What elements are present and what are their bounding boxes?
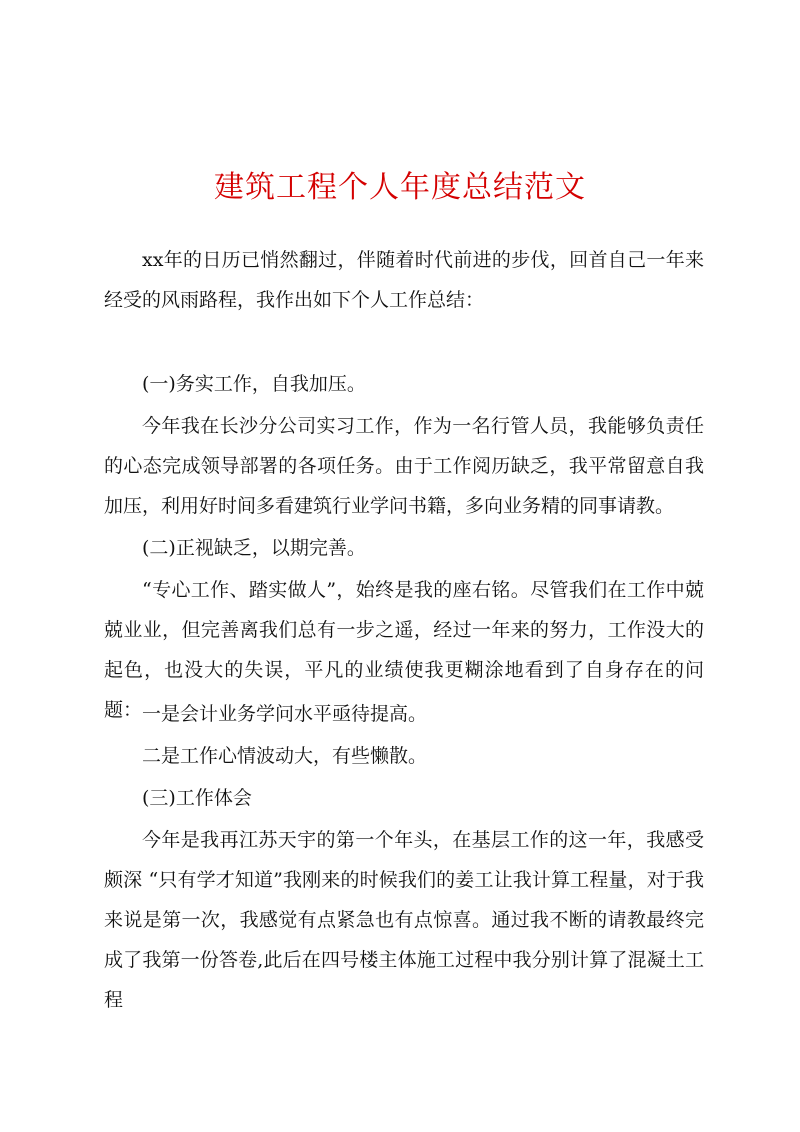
intro-paragraph: xx年的日历已悄然翻过，伴随着时代前进的步伐，回首自己一年来经受的风雨路程，我作出如下个人工作总结： [104,249,704,311]
list-item: 二是工作心情波动大，有些懒散。 [142,745,428,767]
list-item: 一是会计业务学问水平亟待提高。 [142,703,428,725]
section-body-2: “专心工作、踏实做人”，始终是我的座右铭。尽管我们在工作中兢兢业业，但完善离我们总有一步之遥，经过一年来的努力，工作没大的起色，也没大的失误，平凡的业绩使我更糊涂地看到了自身存在的问题： [104,579,704,721]
document-title: 建筑工程个人年度总结范文 [214,170,586,205]
section-heading-3: (三)工作体会 [142,787,252,809]
section-heading-2: (二)正视缺乏，以期完善。 [142,537,366,559]
section-body-3: 今年是我再江苏天宇的第一个年头，在基层工作的这一年，我感受颇深 “只有学才知道”我刚来的时候我们的姜工让我计算工程量，对于我来说是第一次，我感觉有点紧急也有点惊喜。通过我不断的请教最终完成了我第一份答卷,此后在四号楼主体施工过程中我分别计算了混凝土工程 [104,829,704,1011]
section-heading-1: (一)务实工作，自我加压。 [142,373,366,395]
section-body-1: 今年我在长沙分公司实习工作，作为一名行管人员，我能够负责任的心态完成领导部署的各项任务。由于工作阅历缺乏，我平常留意自我加压，利用好时间多看建筑行业学问书籍，多向业务精的同事请教。 [104,415,704,517]
